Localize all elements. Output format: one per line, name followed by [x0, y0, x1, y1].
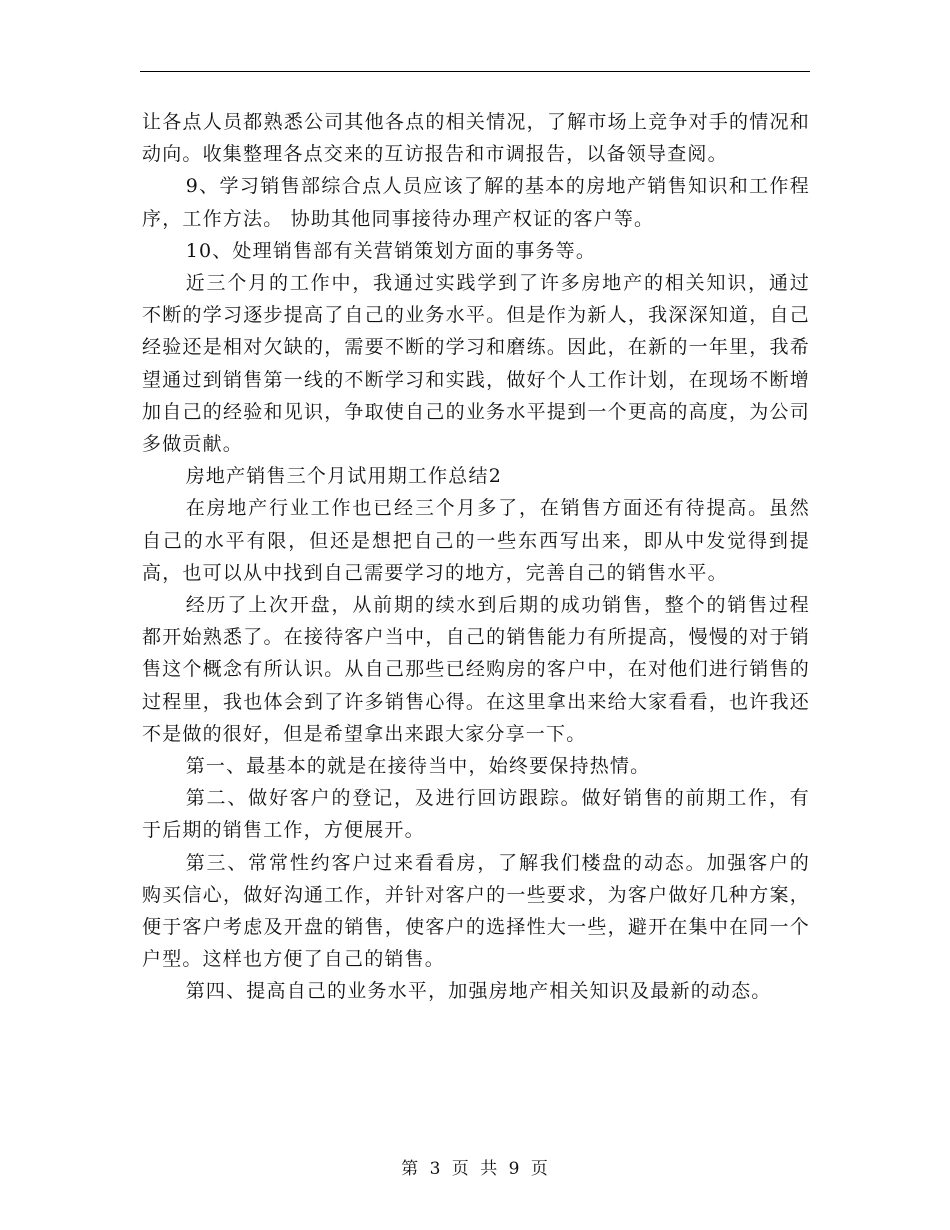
section-heading: 房地产销售三个月试用期工作总结2 [185, 465, 502, 488]
page-number-footer: 第 3 页 共 9 页 [401, 1159, 549, 1179]
paragraph-4: 近三个月的工作中，我通过实践学到了许多房地产的相关知识，通过不断的学习逐步提高了自己的业务水平。但是作为新人，我深深知道，自己经验还是相对欠缺的，需要不断的学习和磨练。因此，在新的一年里，我希望通过到销售第一线的不断学习和实践，做好个人工作计划，在现场不断增加自己的经验和见识，争取使自己的业务水平提到一个更高的高度，为公司多做贡献。 [142, 272, 810, 456]
paragraph-11: 第四、提高自己的业务水平，加强房地产相关知识及最新的动态。 [185, 980, 772, 1003]
header-rule [140, 71, 810, 72]
paragraph-6: 在房地产行业工作也已经三个月多了，在销售方面还有待提高。虽然自己的水平有限，但还是想把自己的一些东西写出来，即从中发觉得到提高，也可以从中找到自己需要学习的地方，完善自己的销售水平。 [142, 497, 810, 584]
paragraph-9: 第二、做好客户的登记，及进行回访跟踪。做好销售的前期工作，有于后期的销售工作，方便展开。 [142, 787, 810, 842]
paragraph-3: 10、处理销售部有关营销策划方面的事务等。 [185, 239, 597, 262]
paragraph-2: 9、学习销售部综合点人员应该了解的基本的房地产销售知识和工作程序，工作方法。 协助其他同事接待办理产权证的客户等。 [142, 175, 810, 230]
paragraph-1: 让各点人员都熟悉公司其他各点的相关情况，了解市场上竞争对手的情况和动向。收集整理各点交来的互访报告和市调报告，以备领导查阅。 [142, 111, 810, 166]
paragraph-7: 经历了上次开盘，从前期的续水到后期的成功销售，整个的销售过程都开始熟悉了。在接待客户当中，自己的销售能力有所提高，慢慢的对于销售这个概念有所认识。从自己那些已经购房的客户中，在对他们进行销售的过程里，我也体会到了许多销售心得。在这里拿出来给大家看看，也许我还不是做的很好，但是希望拿出来跟大家分享一下。 [142, 594, 810, 745]
document-body [142, 106, 810, 1008]
paragraph-10: 第三、常常性约客户过来看看房，了解我们楼盘的动态。加强客户的购买信心，做好沟通工作，并针对客户的一些要求，为客户做好几种方案，便于客户考虑及开盘的销售，使客户的选择性大一些，避开在集中在同一个户型。这样也方便了自己的销售。 [142, 851, 810, 971]
paragraph-8: 第一、最基本的就是在接待当中，始终要保持热情。 [185, 755, 651, 778]
